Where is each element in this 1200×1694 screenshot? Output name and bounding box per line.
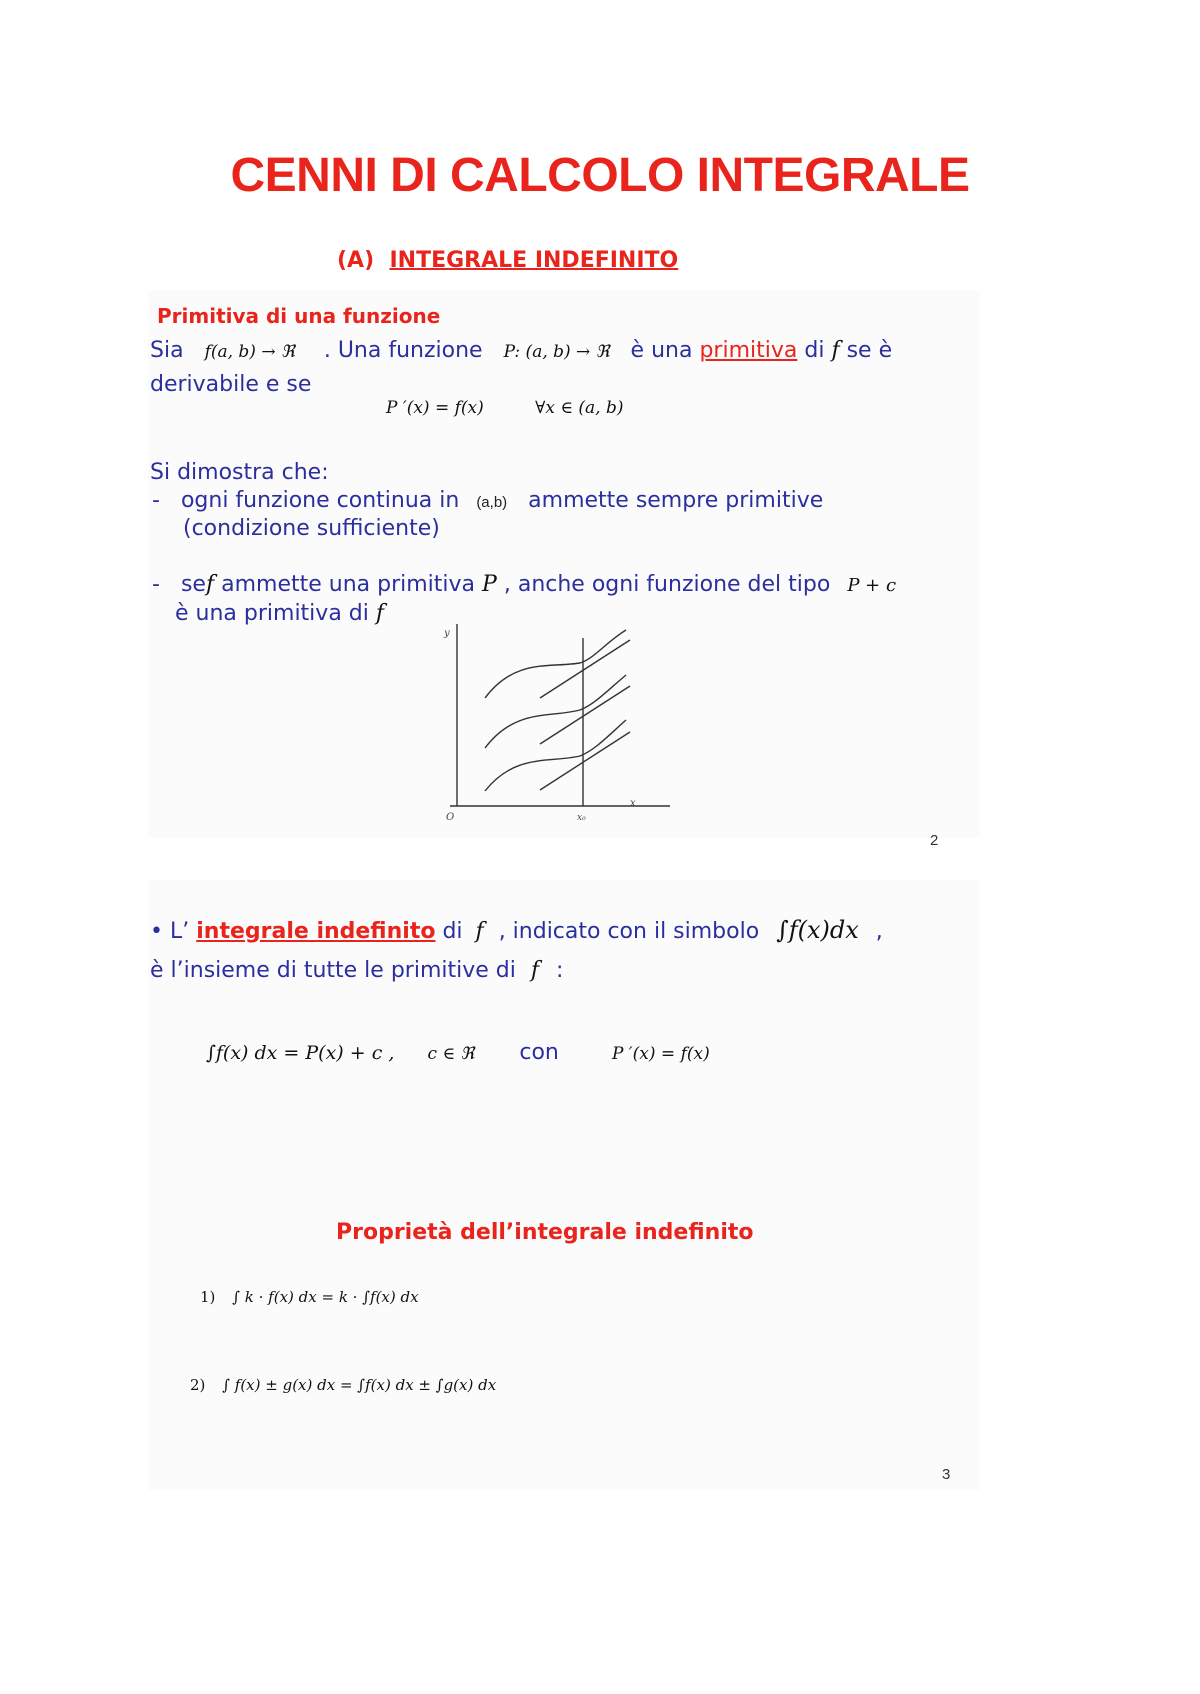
si-dimostra: Si dimostra che: [150,460,329,485]
page-number-3: 3 [942,1466,951,1483]
text-indicato: , indicato con il simbolo [498,919,760,944]
integral-formula-row [206,1040,710,1065]
property-2 [190,1376,496,1394]
eq-forall: ∀x ∈ (a, b) [535,398,624,418]
integral-formula: ∫f(x) dx = P(x) + c , [206,1042,395,1064]
bullet-dot: • [150,919,163,944]
graph-y-label: y [444,628,450,639]
bullet-1-text-a: ogni funzione continua in [180,488,460,513]
tangent-top [540,640,630,698]
p-prime-eq: P ′(x) = f(x) [611,1044,710,1064]
derivative-equation [386,398,624,418]
text-di: di [804,338,825,363]
section-label: (A) [337,248,375,273]
bullet-2-line-1 [152,572,896,597]
bullet-2-e-una: è una primitiva di [175,601,369,626]
integral-symbol: ∫f(x)dx [776,916,859,944]
math-f: f [831,338,840,363]
integrale-indefinito-link[interactable]: integrale indefinito [196,919,436,944]
indefinite-integral-line-1 [150,916,883,944]
math-p-domain: P: (a, b) → ℜ [503,342,610,362]
c-in-R: c ∈ ℜ [427,1044,475,1064]
bullet-1-line-1 [152,488,823,513]
math-f-domain: f(a, b) → ℜ [204,342,295,362]
graph-x0-label: x₀ [577,813,586,823]
primitiva-link[interactable]: primitiva [699,338,798,363]
text-sia: Sia [150,338,184,363]
primitive-curve-middle [485,675,626,748]
indefinite-integral-line-2 [150,958,563,983]
bullet-1-line-2: (condizione sufficiente) [183,516,440,541]
property-1-num: 1) [200,1288,216,1306]
bullet-2-f2: f [375,601,385,626]
text-insieme: è l’insieme di tutte le primitive di [150,958,516,983]
bullet-2-dash: - [152,572,160,597]
bullet-2-se: se [180,572,206,597]
text-comma: , [875,919,883,944]
text-con: con [519,1040,559,1065]
text-e-una: è una [630,338,693,363]
bullet-1-text-b: ammette sempre primitive [528,488,824,513]
math-f-3: f [530,958,540,983]
section-title: INTEGRALE INDEFINITO [389,248,679,273]
bullet-2-ammette: ammette una primitiva [221,572,476,597]
bullet-1-dash: - [152,488,160,513]
bullet-2-Pc: P + c [847,575,897,596]
property-2-formula: ∫ f(x) ± g(x) dx = ∫f(x) dx ± ∫g(x) dx [222,1376,497,1394]
eq-p-prime: P ′(x) = f(x) [386,398,484,418]
math-f-2: f [475,919,484,944]
graph-origin-label: O [446,812,455,823]
page-title: CENNI DI CALCOLO INTEGRALE [230,149,970,202]
property-2-num: 2) [190,1376,206,1394]
primitives-graph [430,618,700,830]
graph-x-label: x [630,798,636,809]
bullet-2-f: f [205,572,215,597]
property-1 [200,1288,419,1306]
bullet-2-anche: , anche ogni funzione del tipo [503,572,831,597]
text-colon: : [556,958,564,983]
text-se-e: se è [846,338,893,363]
text-di-2: di [442,919,463,944]
property-1-formula: ∫ k · f(x) dx = k · ∫f(x) dx [232,1288,419,1306]
properties-heading: Proprietà dell’integrale indefinito [336,1220,754,1245]
tangent-middle [540,686,630,744]
definition-line-1 [150,338,892,363]
page-number-2: 2 [930,832,939,849]
section-heading [337,248,678,273]
tangent-bottom [540,732,630,790]
l-prefix: L’ [169,919,190,944]
text-una-funzione: . Una funzione [323,338,483,363]
bullet-2-line-2 [175,601,384,626]
definition-line-2: derivabile e se [150,372,312,397]
bullet-2-P: P [482,572,497,597]
bullet-1-interval: (a,b) [476,494,508,511]
subheading-primitiva: Primitiva di una funzione [157,304,441,328]
